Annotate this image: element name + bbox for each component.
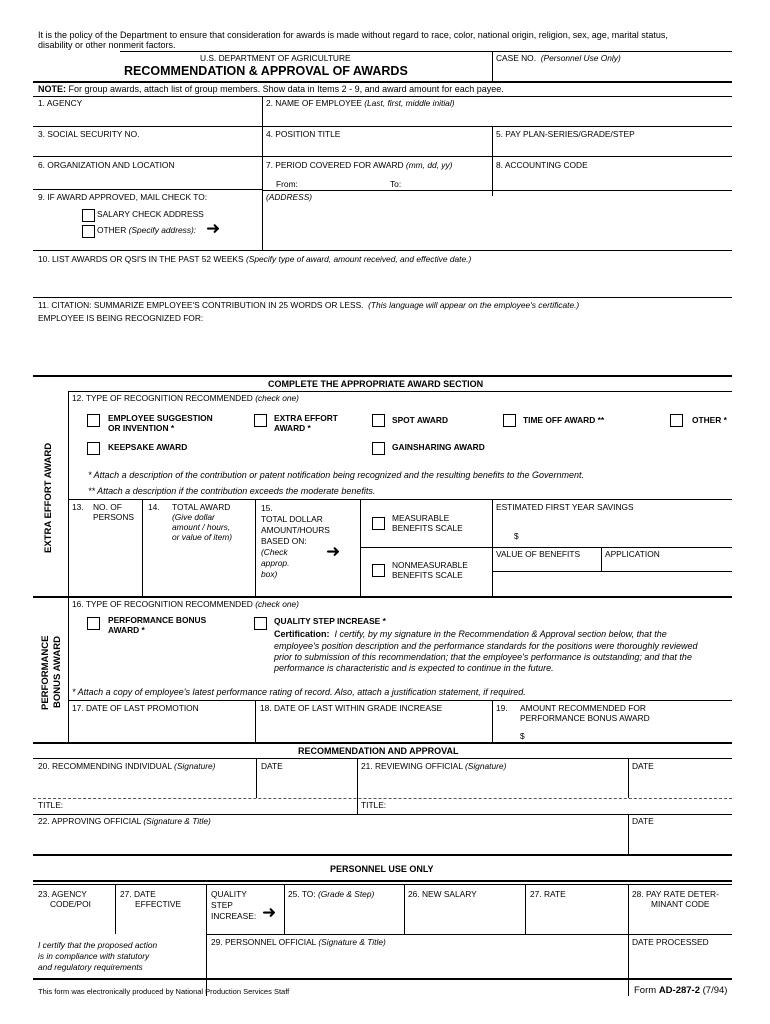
performance-bonus-label-2: AWARD * (108, 625, 145, 635)
date-processed-label: DATE PROCESSED (632, 937, 709, 947)
form-number: Form AD-287-2 (7/94) (634, 985, 728, 996)
other-award-checkbox[interactable] (670, 414, 683, 427)
suggestion-checkbox[interactable] (87, 414, 100, 427)
certification-line-2: employee's position description and the performance standards for the positions were thoroughly reviewed (274, 641, 698, 651)
performance-side-label-2: BONUS AWARD (52, 636, 63, 708)
date-effective-label-1: 27. DATE (120, 889, 156, 899)
performance-side-label-1: PERFORMANCE (40, 635, 51, 710)
item15-label-6: box) (261, 569, 278, 579)
reviewing-official-label: 21. REVIEWING OFFICIAL (Signature) (361, 761, 507, 771)
mail-check-label: 9. IF AWARD APPROVED, MAIL CHECK TO: (38, 192, 208, 202)
approving-official-label: 22. APPROVING OFFICIAL (Signature & Title) (38, 816, 211, 826)
nonmeasurable-label-2: BENEFITS SCALE (392, 570, 463, 580)
spot-award-label: SPOT AWARD (392, 415, 448, 425)
note-text: NOTE: For group awards, attach list of group members. Show data in Items 2 - 9, and award amount for each payee. (38, 84, 504, 94)
nonmeasurable-label-1: NONMEASURABLE (392, 560, 468, 570)
certification-line-1: Certification: I certify, by my signature in the Recommendation & Approval section below, that the (274, 629, 667, 639)
item19-label-1: AMOUNT RECOMMENDED FOR (520, 703, 646, 713)
attach-note-1: * Attach a description of the contribution or patent notification being recognized and the resulting benefits to the Government. (88, 470, 584, 480)
list-awards-label: 10. LIST AWARDS OR QSI'S IN THE PAST 52 WEEKS (Specify type of award, amount received, and effective date.) (38, 254, 472, 264)
qsi-label: QUALITY STEP INCREASE * (274, 616, 386, 626)
item13-number: 13. (72, 502, 84, 512)
suggestion-label-1: EMPLOYEE SUGGESTION (108, 413, 213, 423)
other-award-label: OTHER * (692, 415, 727, 425)
certification-line-3: prior to submission of this recommendation; that the employee's performance is outstanding; and that the (274, 652, 692, 662)
agency-label: 1. AGENCY (38, 98, 83, 108)
other-address-label: OTHER (Specify address): (97, 225, 197, 235)
approval-heading: RECOMMENDATION AND APPROVAL (298, 746, 459, 756)
case-no-label: CASE NO. (Personnel Use Only) (496, 53, 621, 63)
produced-by-note: This form was electronically produced by National Production Services Staff (38, 987, 290, 996)
item19-dollar: $ (520, 731, 525, 741)
department-name: U.S. DEPARTMENT OF AGRICULTURE (200, 53, 351, 63)
item13-label-1: NO. OF (93, 502, 122, 512)
period-to-label: To: (390, 179, 402, 189)
extra-effort-label-1: EXTRA EFFORT (274, 413, 338, 423)
form-title: RECOMMENDATION & APPROVAL OF AWARDS (124, 64, 408, 78)
certification-line-4: performance is characteristic and is expected to continue in the future. (274, 663, 554, 673)
salary-check-label: SALARY CHECK ADDRESS (97, 209, 204, 219)
rate-label: 27. RATE (530, 889, 566, 899)
right-arrow-icon: ➜ (262, 903, 277, 922)
nonmeasurable-checkbox[interactable] (372, 564, 385, 577)
item14-label-2: (Give dollar (172, 512, 215, 522)
performance-attach-note: * Attach a copy of employee's latest performance rating of record. Also, attach a justification statement, if required. (72, 687, 526, 697)
item13-label-2: PERSONS (93, 512, 134, 522)
item15-label-4: (Check (261, 547, 288, 557)
certify-line-3: and regulatory requirements (38, 962, 143, 972)
period-label: 7. PERIOD COVERED FOR AWARD (mm, dd, yy) (266, 160, 453, 170)
keepsake-label: KEEPSAKE AWARD (108, 442, 188, 452)
recommending-individual-label: 20. RECOMMENDING INDIVIDUAL (Signature) (38, 761, 216, 771)
certify-line-1: I certify that the proposed action (38, 940, 158, 950)
item12-label: 12. TYPE OF RECOGNITION RECOMMENDED (check one) (72, 393, 299, 403)
time-off-award-label: TIME OFF AWARD ** (523, 415, 605, 425)
reviewing-date-label: DATE (632, 761, 654, 771)
qsi-personnel-label-1: QUALITY (211, 889, 247, 899)
agency-code-label-2: CODE/POI (50, 899, 91, 909)
item16-label: 16. TYPE OF RECOGNITION RECOMMENDED (check one) (72, 599, 299, 609)
est-savings-dollar: $ (514, 531, 519, 541)
value-benefits-label: VALUE OF BENEFITS (496, 549, 581, 559)
item14-number: 14. (148, 502, 160, 512)
certify-line-2: is in compliance with statutory (38, 951, 150, 961)
performance-bonus-checkbox[interactable] (87, 617, 100, 630)
extra-effort-checkbox[interactable] (254, 414, 267, 427)
policy-line-2: disability or other nonmerit factors. (38, 40, 176, 50)
est-savings-label: ESTIMATED FIRST YEAR SAVINGS (496, 502, 634, 512)
new-salary-label: 26. NEW SALARY (408, 889, 477, 899)
qsi-checkbox[interactable] (254, 617, 267, 630)
period-from-label: From: (276, 179, 298, 189)
item15-number: 15. (261, 503, 273, 513)
recommending-title-label: TITLE: (38, 800, 64, 810)
time-off-award-checkbox[interactable] (503, 414, 516, 427)
gainsharing-checkbox[interactable] (372, 442, 385, 455)
right-arrow-icon: ➜ (326, 542, 341, 561)
other-address-checkbox[interactable] (82, 225, 95, 238)
personnel-heading: PERSONNEL USE ONLY (330, 864, 434, 874)
measurable-checkbox[interactable] (372, 517, 385, 530)
organization-label: 6. ORGANIZATION AND LOCATION (38, 160, 175, 170)
position-title-label: 4. POSITION TITLE (266, 129, 341, 139)
item15-label-3: BASED ON: (261, 536, 307, 546)
salary-check-checkbox[interactable] (82, 209, 95, 222)
agency-code-label-1: 23. AGENCY (38, 889, 87, 899)
spot-award-checkbox[interactable] (372, 414, 385, 427)
item17-label: 17. DATE OF LAST PROMOTION (72, 703, 199, 713)
item14-label-4: or value of item) (172, 532, 233, 542)
qsi-personnel-label-2: STEP (211, 900, 233, 910)
keepsake-checkbox[interactable] (87, 442, 100, 455)
right-arrow-icon: ➜ (206, 219, 221, 238)
ssn-label: 3. SOCIAL SECURITY NO. (38, 129, 140, 139)
pay-plan-label: 5. PAY PLAN-SERIES/GRADE/STEP (496, 129, 635, 139)
extra-effort-label-2: AWARD * (274, 423, 311, 433)
citation-label: 11. CITATION: SUMMARIZE EMPLOYEE'S CONTRIBUTION IN 25 WORDS OR LESS. (This language will appear on the employee's certificate.) (38, 300, 580, 310)
item14-label-1: TOTAL AWARD (172, 502, 231, 512)
item15-label-1: TOTAL DOLLAR (261, 514, 323, 524)
address-label: (ADDRESS) (266, 192, 313, 202)
item19-number: 19. (496, 703, 508, 713)
reviewing-title-label: TITLE: (361, 800, 387, 810)
recognized-for-label: EMPLOYEE IS BEING RECOGNIZED FOR: (38, 313, 204, 323)
item14-label-3: amount / hours, (172, 522, 231, 532)
attach-note-2: ** Attach a description if the contribution exceeds the moderate benefits. (88, 486, 376, 496)
pay-rate-label-1: 28. PAY RATE DETER- (632, 889, 719, 899)
application-label: APPLICATION (605, 549, 660, 559)
measurable-label-1: MEASURABLE (392, 513, 450, 523)
award-section-heading: COMPLETE THE APPROPRIATE AWARD SECTION (268, 379, 484, 389)
item15-label-5: approp. (261, 558, 290, 568)
to-grade-step-label: 25. TO: (Grade & Step) (288, 889, 375, 899)
recommending-date-label: DATE (261, 761, 283, 771)
employee-name-label: 2. NAME OF EMPLOYEE (Last, first, middle initial) (266, 98, 455, 108)
personnel-official-label: 29. PERSONNEL OFFICIAL (Signature & Title) (211, 937, 386, 947)
item19-label-2: PERFORMANCE BONUS AWARD (520, 713, 650, 723)
item15-label-2: AMOUNT/HOURS (261, 525, 330, 535)
measurable-label-2: BENEFITS SCALE (392, 523, 463, 533)
pay-rate-label-2: MINANT CODE (651, 899, 710, 909)
qsi-personnel-label-3: INCREASE: (211, 911, 257, 921)
performance-bonus-label-1: PERFORMANCE BONUS (108, 615, 207, 625)
gainsharing-label: GAINSHARING AWARD (392, 442, 485, 452)
date-effective-label-2: EFFECTIVE (135, 899, 182, 909)
policy-line-1: It is the policy of the Department to ensure that consideration for awards is made without regard to race, color, national origin, religion, sex, age, marital status, (38, 30, 668, 40)
accounting-code-label: 8. ACCOUNTING CODE (496, 160, 588, 170)
item18-label: 18. DATE OF LAST WITHIN GRADE INCREASE (260, 703, 443, 713)
extra-effort-side-label: EXTRA EFFORT AWARD (43, 442, 54, 553)
suggestion-label-2: OR INVENTION * (108, 423, 175, 433)
approving-date-label: DATE (632, 816, 654, 826)
